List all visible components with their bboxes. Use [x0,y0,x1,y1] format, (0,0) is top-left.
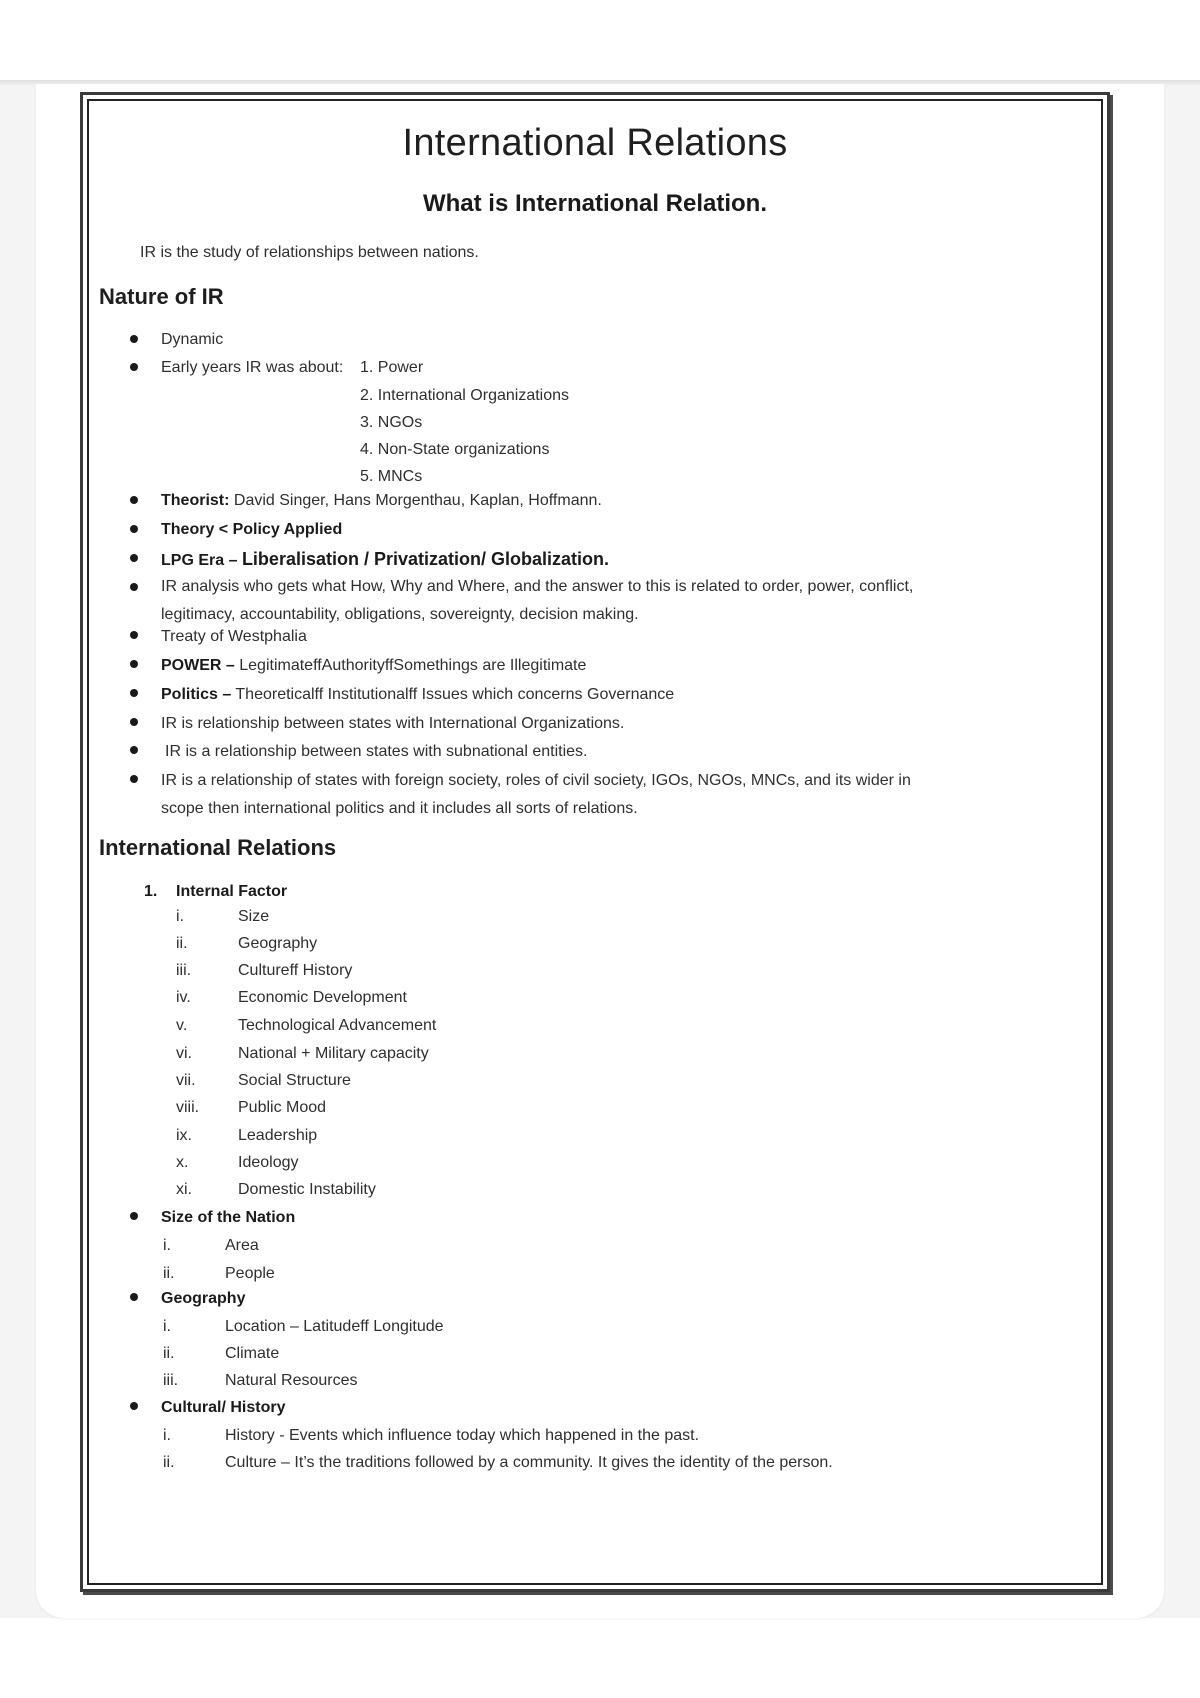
bullet [130,631,138,639]
internal-num: 1. [144,883,158,900]
theorist-label: Theorist: [161,492,230,509]
power-line [161,657,586,675]
early-years-item: 4. Non-State organizations [360,441,550,458]
bullet [130,775,138,783]
early-years-item: 1. Power [360,359,424,376]
page-title: International Relations [402,122,788,164]
theorist-text: David Singer, Hans Morgenthau, Kaplan, Hoffmann. [233,492,602,509]
size-item-num: ii. [163,1265,175,1282]
bullet [130,525,138,533]
top-bar [0,0,1200,82]
internal-item-num: viii. [176,1099,200,1116]
geography-item-text: Natural Resources [225,1372,358,1389]
internal-item-num: v. [176,1017,188,1034]
early-years-lead: Early years IR was about: [161,359,344,376]
internal-item-num: ix. [176,1127,192,1144]
relations-heading: International Relations [99,835,337,860]
ir-intl-orgs: IR is relationship between states with International Organizations. [161,715,625,732]
geography-item-text: Location – Latitudeff Longitude [225,1318,444,1335]
internal-item-num: x. [176,1154,189,1171]
internal-item-text: Size [238,908,270,925]
internal-item-text: Public Mood [238,1099,327,1116]
internal-item-text: Geography [238,935,318,952]
page-subtitle: What is International Relation. [422,190,768,217]
intro-text: IR is the study of relationships between nations. [140,244,479,261]
early-years-item: 3. NGOs [360,414,423,431]
internal-item-num: i. [176,908,184,925]
bullet [130,1402,138,1410]
ir-foreign-line-1: IR is a relationship of states with foreign society, roles of civil society, IGOs, NGOs, MNCs, and its wider in [161,772,911,789]
analysis-line-2: legitimacy, accountability, obligations, sovereignty, decision making. [161,606,639,623]
culture-item-text: Culture – It’s the traditions followed by a community. It gives the identity of the person. [225,1454,833,1471]
culture-label: Cultural/ History [161,1399,286,1416]
internal-label: Internal Factor [176,883,288,900]
internal-item-text: Economic Development [238,989,407,1006]
early-years-item: 5. MNCs [360,468,423,485]
internal-item-num: ii. [176,935,188,952]
bullet [130,689,138,697]
early-years-item: 2. International Organizations [360,387,570,404]
theorist-line [161,492,602,510]
ir-subnational: IR is a relationship between states with subnational entities. [165,743,588,760]
theory-policy: Theory < Policy Applied [161,521,343,538]
geography-item-num: iii. [163,1372,179,1389]
size-label: Size of the Nation [161,1209,296,1226]
size-item-text: People [225,1265,275,1282]
size-item-text: Area [225,1237,259,1254]
power-text: LegitimateffAuthorityffSomethings are Illegitimate [239,657,587,674]
ir-foreign-line-2: scope then international politics and it includes all sorts of relations. [161,800,638,817]
bottom-bar [0,1618,1200,1698]
internal-item-text: Ideology [238,1154,299,1171]
size-item-num: i. [163,1237,171,1254]
politics-text: Theoreticalff Institutionalff Issues which concerns Governance [235,686,675,703]
bullet [130,718,138,726]
nature-heading: Nature of IR [99,284,224,309]
bullet [130,1293,138,1301]
power-label: POWER – [161,657,235,674]
analysis-line-1: IR analysis who gets what How, Why and Where, and the answer to this is related to order, power, conflict, [161,578,914,595]
bullet [130,746,138,754]
bullet [130,1212,138,1220]
nature-dynamic: Dynamic [161,331,224,348]
internal-item-text: Leadership [238,1127,318,1144]
westphalia: Treaty of Westphalia [161,628,307,645]
internal-item-text: Social Structure [238,1072,351,1089]
culture-item-num: ii. [163,1454,175,1471]
lpg-line [161,549,609,570]
politics-line [161,686,674,704]
bullet [130,660,138,668]
geography-item-num: ii. [163,1345,175,1362]
internal-item-text: National + Military capacity [238,1045,429,1062]
culture-item-text: History - Events which influence today which happened in the past. [225,1427,700,1444]
internal-item-num: xi. [176,1181,192,1198]
politics-label: Politics – [161,686,232,703]
geography-label: Geography [161,1290,246,1307]
bullet [130,554,138,562]
internal-item-num: iii. [176,962,192,979]
culture-item-num: i. [163,1427,171,1444]
bullet [130,583,138,591]
bullet [130,363,138,371]
geography-item-text: Climate [225,1345,280,1362]
bullet [130,335,138,343]
internal-item-text: Domestic Instability [238,1181,376,1198]
internal-item-text: Cultureff History [238,962,353,979]
internal-item-text: Technological Advancement [238,1017,437,1034]
internal-item-num: vii. [176,1072,196,1089]
lpg-text: Liberalisation / Privatization/ Globalization. [241,549,609,569]
document-page [80,92,1110,1592]
lpg-label: LPG Era – [161,552,238,569]
geography-item-num: i. [163,1318,171,1335]
internal-item-num: vi. [176,1045,192,1062]
internal-item-num: iv. [176,989,191,1006]
bullet [130,496,138,504]
